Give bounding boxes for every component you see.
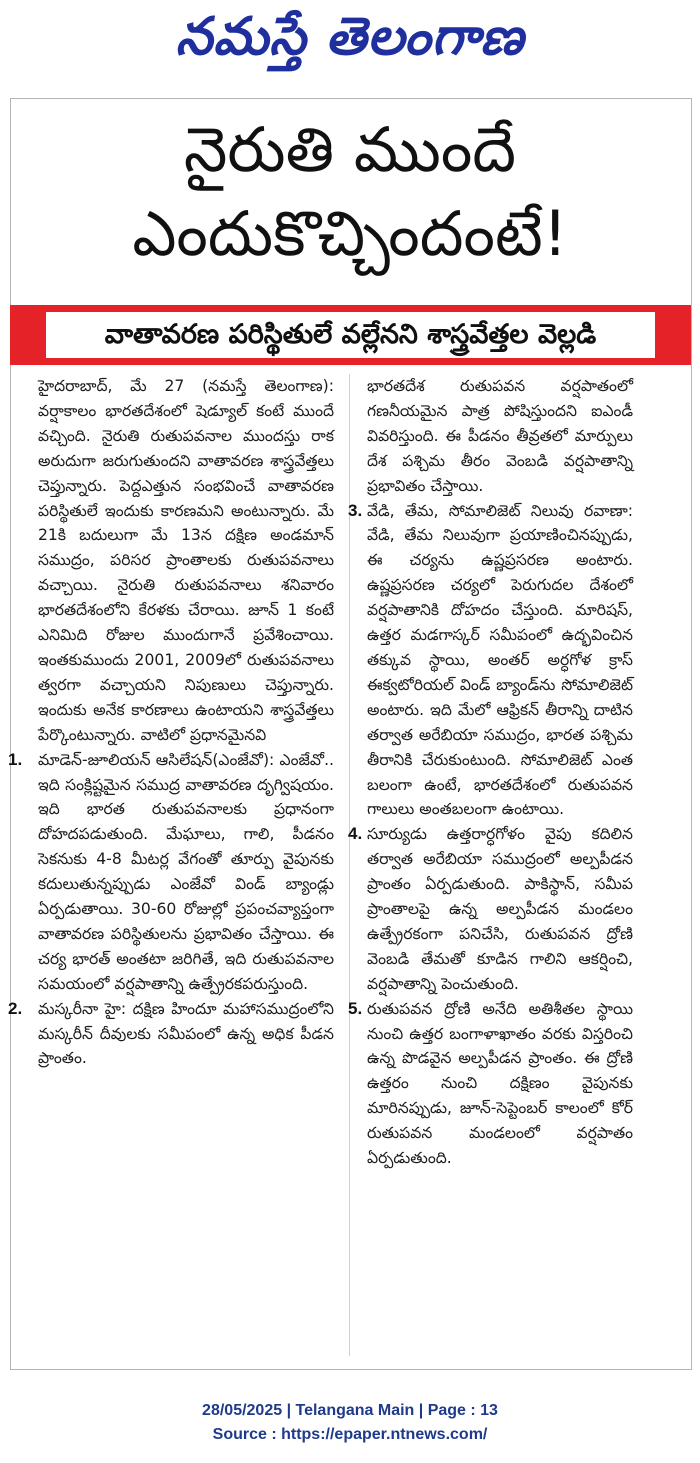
- article-subheadline: వాతావరణ పరిస్థితులే వల్లేనని శాస్త్రవేత్తల వెల్లడి: [46, 312, 655, 358]
- right-column: [348, 374, 633, 1171]
- intro-paragraph: హైదరాబాద్, మే 27 (నమస్తే తెలంగాణ): వర్షాకాలం భారతదేశంలో షెడ్యూల్ కంటే ముందే వచ్చింది. నైరుతి రుతుపవనాల ముందస్తు రాక అరుదుగా జరుగుతుందని వాతావరణ శాస్త్రవేత్తలు చెప్తున్నారు. పెద్దఎత్తున సంభవించే వాతావరణ పరిస్థితులే ఇందుకు కారణమని అంటున్నారు. మే 21కి బదులుగా మే 13న దక్షిణ అండమాన్ సముద్రం, పరిసర ప్రాంతాలకు రుతుపవనాలు వచ్చాయి. నైరుతి రుతుపవనాలు శనివారం భారతదేశంలోని కేరళకు చేరాయి. జూన్ 1 కంటే ఎనిమిది రోజుల ముందుగానే ప్రవేశించాయి. ఇంతకుముందు 2001, 2009లో రుతుపవనాలు త్వరగా వచ్చాయని నిపుణులు చెప్తున్నారు. ఇందుకు అనేక కారణాలు ఉంటాయని శాస్త్రవేత్తలు పేర్కొంటున్నారు. వాటిలో ప్రధానమైనవి: [38, 377, 334, 744]
- headline-line-2: ఎందుకొచ్చిందంటే!: [132, 197, 568, 270]
- item-number: 1.: [8, 749, 23, 769]
- item-number: 4.: [348, 824, 363, 844]
- newspaper-masthead: నమస్తే తెలంగాణ: [175, 7, 525, 67]
- item-text: రుతుపవన ద్రోణి అనేది అతిశీతల స్థాయి నుంచి ఉత్తర బంగాళాఖాతం వరకు విస్తరించి ఉన్న పొడవైన అల్పపీడన ప్రాంతం. ఈ ద్రోణి ఉత్తరం నుంచి దక్షిణం వైపునకు మారినప్పుడు, జూన్-సెప్టెంబర్ కాలంలో కోర్ రుతుపవన మండలంలో వర్షపాతం ఏర్పడుతుంది.: [367, 999, 633, 1168]
- list-item: [8, 997, 334, 1072]
- headline-line-1: నైరుతి ముందే: [183, 113, 517, 186]
- continued-paragraph: భారతదేశ రుతుపవన వర్షపాతంలో గణనీయమైన పాత్ర పోషిస్తుందని ఐఎండీ వివరిస్తుంది. ఈ పీడనం తీవ్రతలో మార్పులు దేశ పశ్చిమ తీరం వెంబడి వర్షపాతాన్ని ప్రభావితం చేస్తాయి.: [367, 377, 633, 495]
- item-text: సూర్యుడు ఉత్తరార్ధగోళం వైపు కదిలిన తర్వాత అరేబియా సముద్రంలో అల్పపీడన ప్రాంతం ఏర్పడుతుంది. పాకిస్థాన్, సమీప ప్రాంతాలపై ఉన్న అల్పపీడన మండలం ఉత్ప్రేరకంగా పనిచేసి, రుతుపవన ద్రోణి వెంబడి తేమతో కూడిన గాలిని ఆకర్షించి, వర్షపాతాన్ని పెంచుతుంది.: [367, 825, 633, 993]
- list-item: [348, 822, 633, 996]
- item-number: 2.: [8, 998, 23, 1018]
- list-item: [8, 748, 334, 997]
- item-number: 3.: [348, 500, 363, 520]
- left-column: [8, 374, 334, 1071]
- item-number: 5.: [348, 998, 363, 1018]
- article-headline: [0, 108, 700, 276]
- item-text: వేడి, తేమ, సోమాలిజెట్ నిలువు రవాణా: వేడి, తేమ నిలువుగా ప్రయాణించినప్పుడు, ఈ చర్యను ఉష్ణప్రసరణ అంటారు. ఉష్ణప్రసరణ చర్యలో పెరుగుదల దేశంలో వర్షపాతానికి దోహదం చేస్తుంది. మారిషస్, ఉత్తర మడగాస్కర్ సమీపంలో ఉద్భవించిన తక్కువ స్థాయి, అంతర్ అర్ధగోళ క్రాస్ ఈక్వటోరియల్ విండ్ బ్యాండ్‌ను సోమాలిజెట్ అంటారు. ఇది మేలో ఆఫ్రికన్ తీరాన్ని దాటిన తర్వాత అరేబియా సముద్రం, భారత పశ్చిమ తీరానికి చేరుకుంటుంది. సోమాలిజెట్ ఎంత బలంగా ఉంటే, భారతదేశంలో రుతుపవన గాలులు అంతబలంగా ఉంటాయి.: [367, 501, 633, 819]
- item-text: మస్కరీనా హై: దక్షిణ హిందూ మహాసముద్రంలోని మస్కరీన్ దీవులకు సమీపంలో ఉన్న అధిక పీడన ప్రాంతం.: [38, 999, 334, 1068]
- list-item: [348, 499, 633, 823]
- list-item: [348, 997, 633, 1171]
- source-link[interactable]: Source : https://epaper.ntnews.com/: [212, 1426, 488, 1443]
- page-info-footer: 28/05/2025 | Telangana Main | Page : 13: [202, 1402, 498, 1419]
- item-text: మాడెన్-జూలియన్ ఆసిలేషన్(ఎంజేవో): ఎంజేవో.. ఇది సంక్లిష్టమైన సముద్ర వాతావరణ దృగ్విషయం. ఇది భారత రుతుపవనాలకు ప్రధానంగా దోహదపడుతుంది. మేఘాలు, గాలి, పీడనం సెకనుకు 4-8 మీటర్ల వేగంతో తూర్పు వైపునకు కదులుతున్నప్పుడు ఎంజేవో విండ్ బ్యాండ్లు ఏర్పడుతాయి. 30-60 రోజుల్లో ప్రపంచవ్యాప్తంగా వాతావరణ పరిస్థితులను ప్రభావితం చేస్తాయి. ఈ చర్య భారత్ అంతటా జరిగితే, ఇది రుతుపవనాల సమయంలో వర్షపాతాన్ని ఉత్ప్రేరకపరుస్తుంది.: [38, 750, 334, 993]
